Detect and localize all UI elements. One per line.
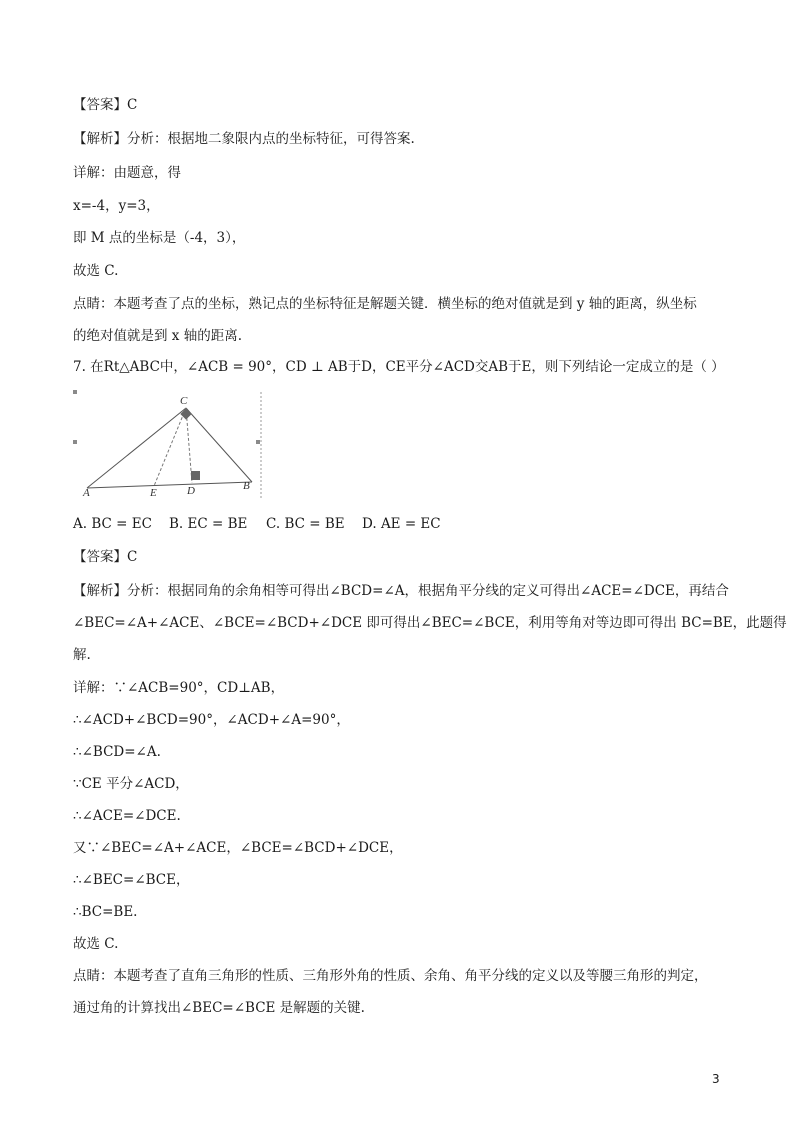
detail-2-line-5: 又∵∠BEC=∠A+∠ACE，∠BCE=∠BCD+∠DCE，: [73, 840, 403, 856]
question-7: 7. 在Rt△ABC中，∠ACB = 90°，CD ⊥ AB于D，CE平分∠ACD交AB于E，则下列结论一定成立的是（ ）: [73, 359, 725, 375]
detail-2-line-1: ∴∠ACD+∠BCD=90°，∠ACD+∠A=90°，: [73, 712, 350, 728]
detail-2-line-6: ∴∠BEC=∠BCE，: [73, 872, 190, 888]
answer-label-2: 【答案】C: [73, 549, 138, 565]
detail-2-line-7: ∴BC=BE.: [73, 904, 138, 920]
detail-2-line-2: ∴∠BCD=∠A.: [73, 744, 161, 760]
analysis-2-line-3: 解.: [73, 647, 91, 663]
comment-1-line-1: 点睛：本题考查了点的坐标，熟记点的坐标特征是解题关键．横坐标的绝对值就是到 y 轴的距离，纵坐标: [73, 296, 697, 312]
page-number: 3: [712, 1072, 720, 1086]
label-d: D: [187, 485, 195, 497]
comment-1-line-2: 的绝对值就是到 x 轴的距离.: [73, 328, 242, 344]
analysis-2-line-1: 【解析】分析：根据同角的余角相等可得出∠BCD=∠A，根据角平分线的定义可得出∠ACE=∠DCE，再结合: [73, 583, 729, 599]
option-d: D. AE = EC: [362, 516, 441, 532]
label-e: E: [150, 487, 157, 498]
detail-2-line-4: ∴∠ACE=∠DCE.: [73, 808, 181, 824]
detail-1-title: 详解：由题意，得: [73, 165, 181, 181]
detail-1-line-2: 即 M 点的坐标是（-4，3），: [73, 230, 246, 246]
detail-2-title: 详解：∵∠ACB=90°，CD⊥AB，: [73, 680, 285, 696]
detail-1-line-1: x=-4，y=3，: [73, 198, 160, 214]
answer-options: [73, 515, 441, 533]
comment-2-line-2: 通过角的计算找出∠BEC=∠BCE 是解题的关键.: [73, 1000, 365, 1016]
comment-2-line-1: 点睛：本题考查了直角三角形的性质、三角形外角的性质、余角、角平分线的定义以及等腰三角形的判定，: [73, 968, 708, 984]
label-c: C: [180, 395, 188, 407]
triangle-figure: [70, 386, 270, 498]
option-a: A. BC = EC: [73, 516, 152, 532]
choice-1: 故选 C.: [73, 263, 119, 279]
analysis-2-line-2: ∠BEC=∠A+∠ACE、∠BCE=∠BCD+∠DCE 即可得出∠BEC=∠BCE，利用等角对等边即可得出 BC=BE，此题得: [73, 615, 787, 631]
option-b: B. EC = BE: [169, 516, 248, 532]
label-a: A: [83, 487, 90, 498]
answer-label-1: 【答案】C: [73, 97, 138, 113]
analysis-1: 【解析】分析：根据地二象限内点的坐标特征，可得答案.: [73, 131, 415, 147]
option-c: C. BC = BE: [266, 516, 345, 532]
detail-2-line-3: ∵CE 平分∠ACD，: [73, 776, 189, 792]
label-b: B: [243, 480, 250, 492]
choice-2: 故选 C.: [73, 936, 119, 952]
